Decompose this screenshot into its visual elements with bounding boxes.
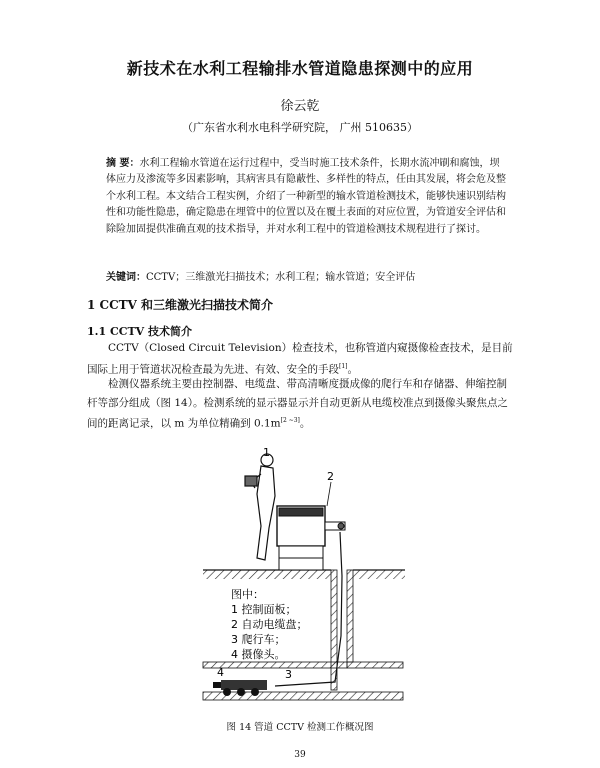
legend-item-4: 4 摄像头。: [231, 648, 286, 661]
figure-caption: 图 14 管道 CCTV 检测工作概况图: [226, 722, 374, 733]
abstract-text: 水利工程输水管道在运行过程中，受当时施工技术条件，长期水流冲刷和腐蚀，坝体应力及渗流等多因素影响，其病害具有隐蔽性、多样性的特点，任由其发展，将会危及整个水利工程。本文结合工程实例，介绍了一种新型的输水管道检测技术，能够快速识别结构性和功能性隐患，确定隐患在埋管中的位置以及在覆土表面的对应位置，为管道安全评估和除险加固提供准确直观的技术指导，并对水利工程中的管道检测技术规程进行了探讨。: [106, 158, 506, 235]
para1-text: CCTV（Closed Circuit Television）检查技术，也称管道内窥摄像检查技术，是目前国际上用于管道状况检查最为先进、有效、安全的手段: [87, 342, 513, 375]
section-heading: 1 CCTV 和三维激光扫描技术简介: [87, 298, 274, 312]
callout-2: 2: [327, 470, 334, 483]
affiliation: （广东省水利水电科学研究院， 广州 510635）: [182, 121, 418, 134]
callout-1: 1: [263, 446, 270, 459]
para1-end: 。: [347, 363, 358, 375]
legend-item-1: 1 控制面板；: [231, 603, 297, 616]
callout-3: 3: [285, 668, 292, 681]
para2-end: 。: [299, 417, 311, 430]
callout-4: 4: [217, 666, 224, 679]
paragraph-system: [87, 375, 513, 433]
control-unit: [277, 506, 345, 570]
operator-figure: [245, 454, 275, 560]
author: 徐云乾: [280, 99, 320, 114]
legend-item-3: 3 爬行车；: [231, 633, 286, 646]
ground-surface-left: [203, 570, 331, 579]
pipe-bottom-wall: [203, 692, 403, 700]
abstract: [106, 156, 508, 238]
subsection-heading: 1.1 CCTV 技术简介: [87, 325, 193, 338]
manhole-wall-right: [347, 570, 353, 662]
ground-surface-right: [353, 570, 405, 579]
keywords: [106, 270, 526, 286]
keywords-label: 关键词：: [106, 272, 146, 283]
legend-item-2: 2 自动电缆盘；: [231, 618, 308, 631]
citation-ref: [2 ~3]: [280, 417, 300, 424]
legend-title: 图中：: [231, 588, 264, 601]
pipe-top-wall: [203, 662, 347, 668]
citation-ref: [1]: [339, 362, 348, 370]
para2-text: 检测仪器系统主要由控制器、电缆盘、带高清晰度摄成像的爬行车和存储器、伸缩控制杆等部分组成（图 14）。检测系统的显示器显示并自动更新从电缆校准点到摄像头聚焦点之间的距离记录，以 m 为单位精确到 0.1m: [87, 378, 508, 430]
abstract-label: 摘 要：: [106, 158, 140, 169]
keywords-text: CCTV；三维激光扫描技术；水利工程；输水管道；安全评估: [146, 272, 416, 283]
page-number: 39: [294, 750, 306, 760]
paper-title: 新技术在水利工程输排水管道隐患探测中的应用: [126, 59, 474, 78]
cctv-figure: [195, 446, 410, 720]
pipe-right-wall: [347, 662, 403, 668]
paragraph-cctv-intro: [87, 339, 513, 379]
